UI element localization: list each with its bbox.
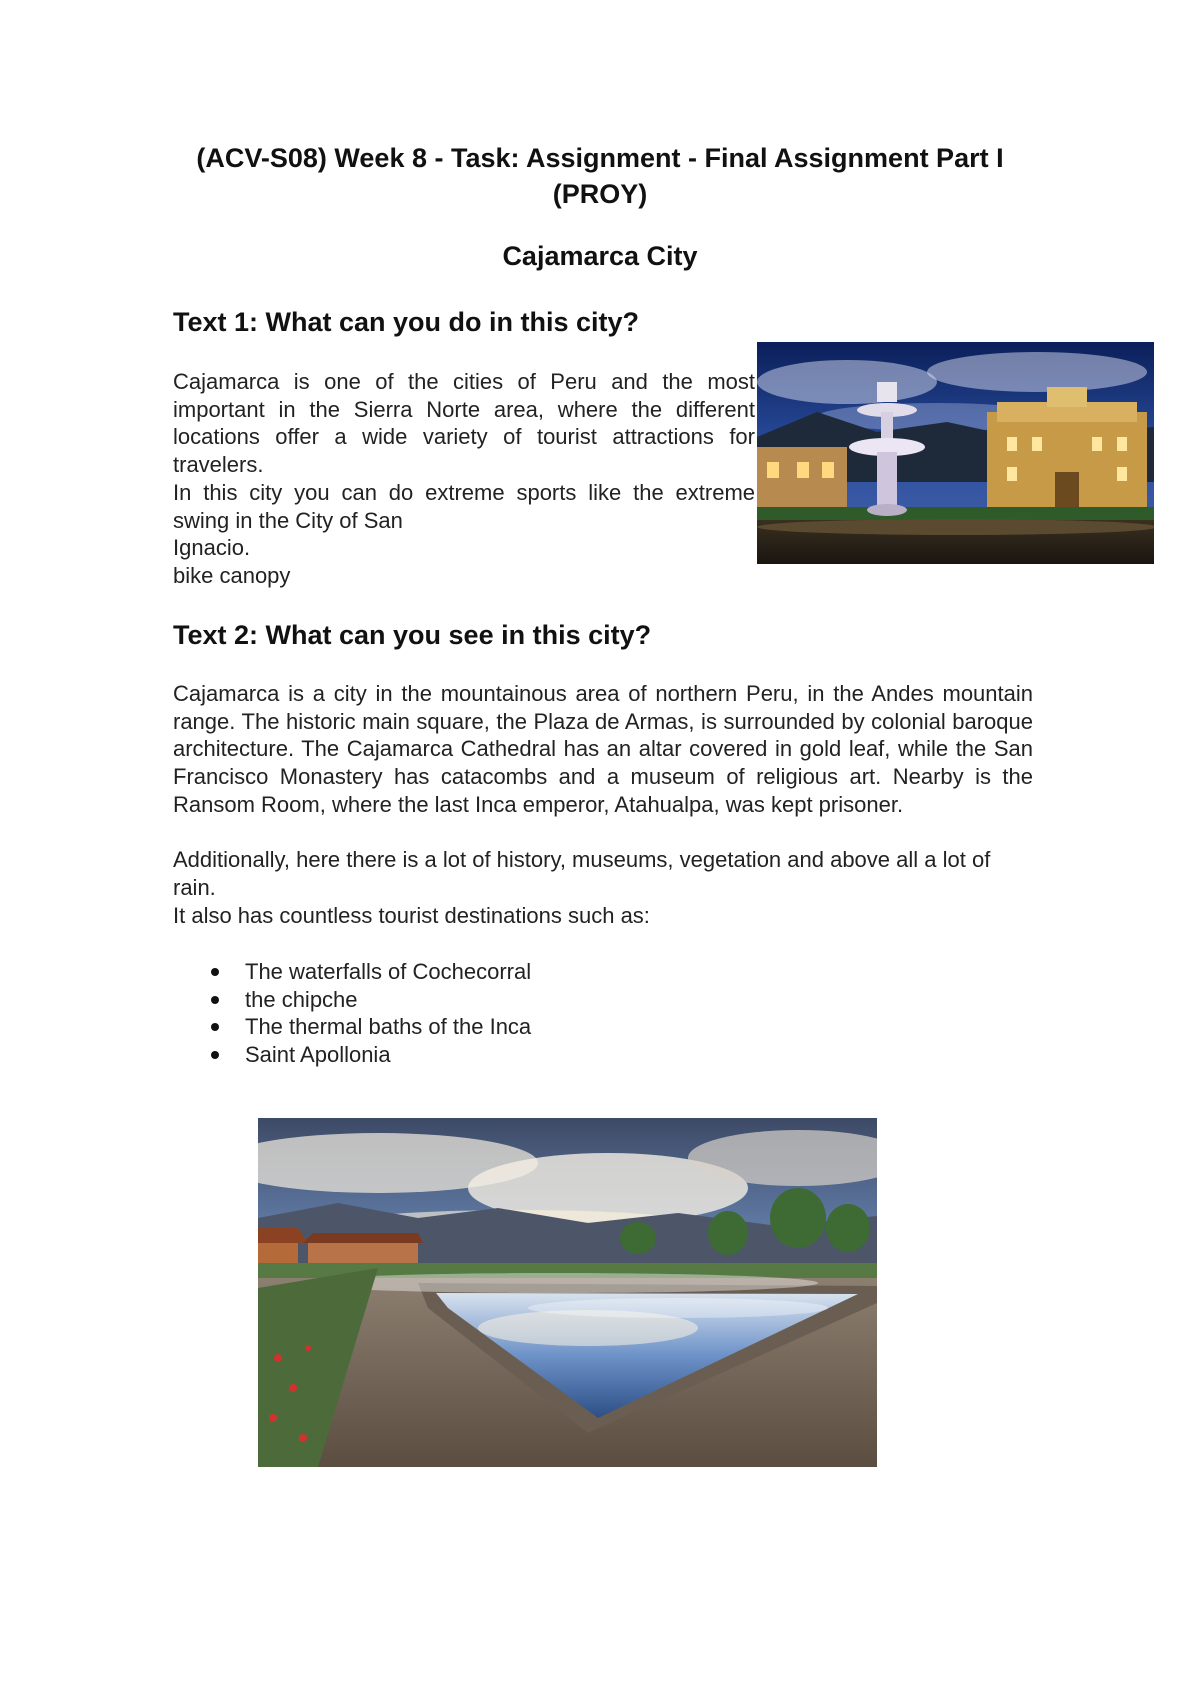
destinations-list [205,958,531,1069]
section-1-text-intro: Cajamarca is one of the cities of Peru and the most important in the Sierra Norte area, where the different locations offer a wide variety of tourist attractions for travelers. [173,369,755,478]
section-2-additional: Additionally, here there is a lot of history, museums, vegetation and above all a lot of rain. [173,847,991,900]
section-1-heading: Text 1: What can you do in this city? [173,307,640,337]
title-line-1: (ACV-S08) Week 8 - Task: Assignment - Final Assignment Part I [196,143,1004,173]
section-1-paragraph [173,368,755,590]
section-1-text-ignacio: Ignacio. [173,535,251,561]
title-line-2: (PROY) [552,179,648,209]
section-2-heading: Text 2: What can you see in this city? [173,620,652,650]
cathedral-night-photo [757,342,1154,564]
list-item: Saint Apollonia [205,1041,531,1069]
section-2-paragraph: Cajamarca is a city in the mountainous area of northern Peru, in the Andes mountain range. The historic main square, the Plaza de Armas, is surrounded by colonial baroque architecture. The Cajamarca Cathedral has an altar covered in gold leaf, while the San Francisco Monastery has catacombs and a museum of religious art. Nearby is the Ransom Room, where the last Inca emperor, Atahualpa, was kept prisoner. [173,681,1033,817]
list-item: the chipche [205,986,531,1014]
document-subtitle: Cajamarca City [502,241,698,271]
document-title [150,140,1050,212]
thermal-baths-photo [258,1118,877,1467]
section-1-text-sports: In this city you can do extreme sports like the extreme swing in the City of San [173,479,755,533]
list-item: The thermal baths of the Inca [205,1013,531,1041]
section-1-text-canopy: bike canopy [173,562,291,588]
section-2-list-intro: It also has countless tourist destinations such as: [173,903,650,928]
list-item: The waterfalls of Cochecorral [205,958,531,986]
